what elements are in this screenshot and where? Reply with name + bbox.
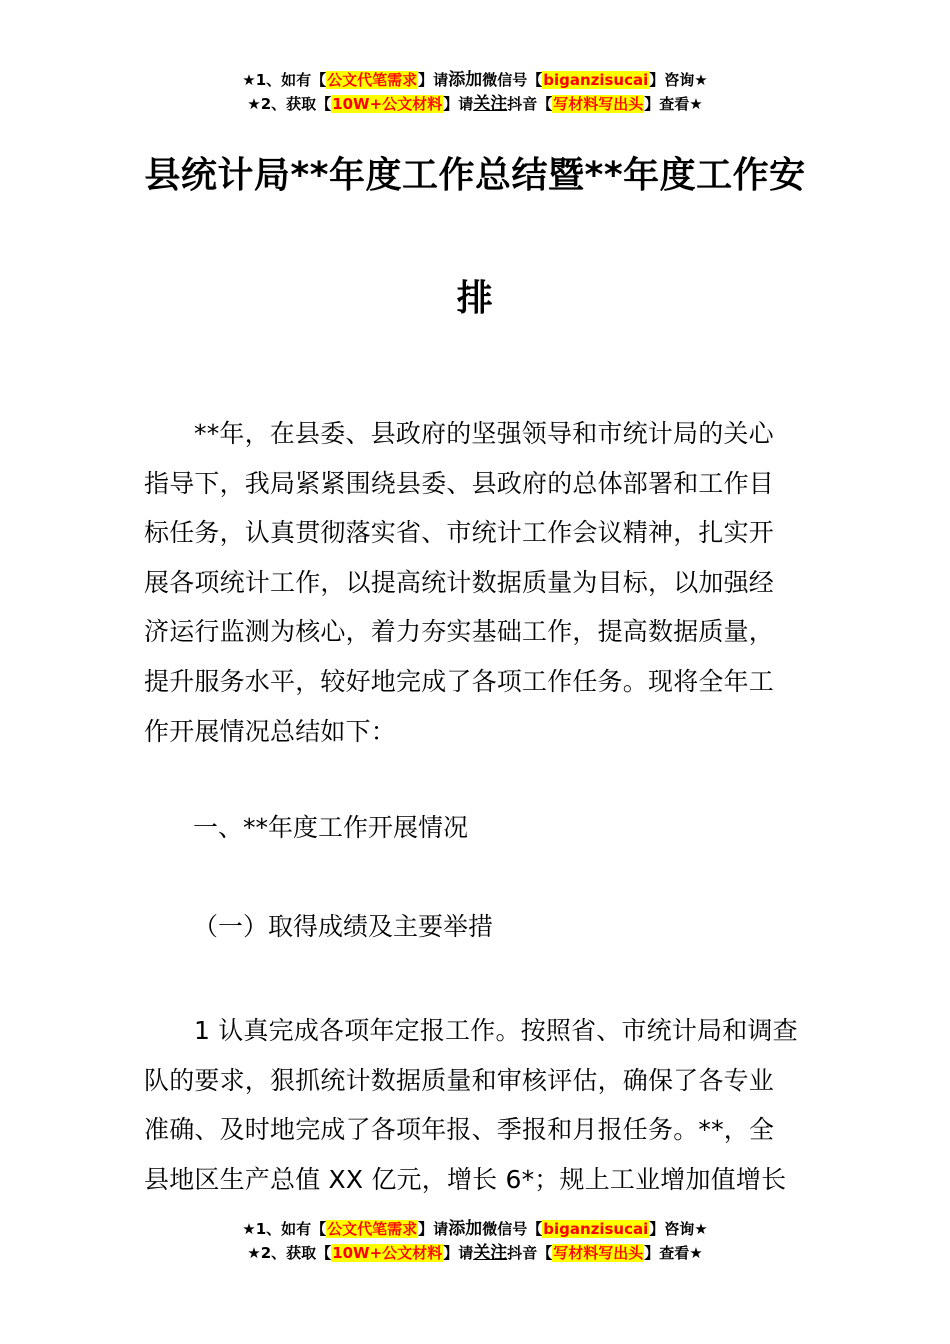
text-line: 1 认真完成各项年定报工作。按照省、市统计局和调查 [194,1016,798,1045]
promo-text: 】咨询★ [649,1220,708,1238]
promo-text: 】请 [418,71,449,89]
promo-highlight: 公文代笔需求 [327,71,418,89]
item-1-paragraph [144,1006,806,1204]
promo-text: 微信号【 [482,71,543,89]
section-heading: 一、**年度工作开展情况 [193,813,469,842]
text-line: **年，在县委、县政府的坚强领导和市统计局的关心 [194,419,774,448]
intro-paragraph [144,409,806,756]
text-line: 提升服务水平，较好地完成了各项工作任务。现将全年工 [144,666,775,696]
promo-text: 】查看★ [644,1244,703,1262]
promo-text: 微信号【 [482,1220,543,1238]
promo-line-2 [0,92,950,116]
text-line: 展各项统计工作，以提高统计数据质量为目标，以加强经 [144,567,775,597]
promo-emphasis: 添加 [448,70,483,90]
promo-emphasis: 添加 [448,1219,483,1239]
text-line: 作开展情况总结如下： [144,716,397,746]
promo-highlight: 公文代笔需求 [327,1220,418,1238]
promo-highlight: 10W+公文材料 [332,95,443,113]
promo-text: 】查看★ [644,95,703,113]
promo-text: ★2、获取【 [247,95,332,113]
promo-wechat-id: biganzisucai [543,71,649,89]
promo-emphasis: 关注 [473,1243,508,1263]
document-title-line-2: 排 [456,278,494,319]
promo-line-1 [0,68,950,92]
promo-footer [0,1217,950,1265]
promo-text: ★1、如有【 [242,71,327,89]
promo-text: 】请 [443,1244,474,1262]
promo-text: 】咨询★ [649,71,708,89]
promo-highlight: 10W+公文材料 [332,1244,443,1262]
promo-text: 】请 [418,1220,449,1238]
promo-header [0,68,950,116]
text-line: 指导下，我局紧紧围绕县委、县政府的总体部署和工作目 [144,468,775,498]
promo-douyin-id: 写材料写出头 [553,1244,644,1262]
text-line: 县地区生产总值 XX 亿元，增长 6*；规上工业增加值增长 [144,1164,787,1194]
promo-douyin-id: 写材料写出头 [553,95,644,113]
promo-text: 抖音【 [507,1244,553,1262]
promo-text: ★2、获取【 [247,1244,332,1262]
text-line: 标任务，认真贯彻落实省、市统计工作会议精神，扎实开 [144,518,775,548]
text-line: 队的要求，狠抓统计数据质量和审核评估，确保了各专业 [144,1065,775,1095]
subsection-heading: （一）取得成绩及主要举措 [193,912,494,941]
promo-text: 抖音【 [507,95,553,113]
text-line: 济运行监测为核心，着力夯实基础工作，提高数据质量， [144,617,775,647]
promo-line-1 [0,1217,950,1241]
promo-line-2 [0,1241,950,1265]
promo-text: 】请 [443,95,474,113]
text-line: 准确、及时地完成了各项年报、季报和月报任务。**，全 [144,1115,775,1145]
promo-wechat-id: biganzisucai [543,1220,649,1238]
document-title-line-1: 县统计局**年度工作总结暨**年度工作安 [144,155,806,196]
promo-emphasis: 关注 [473,94,508,114]
promo-text: ★1、如有【 [242,1220,327,1238]
